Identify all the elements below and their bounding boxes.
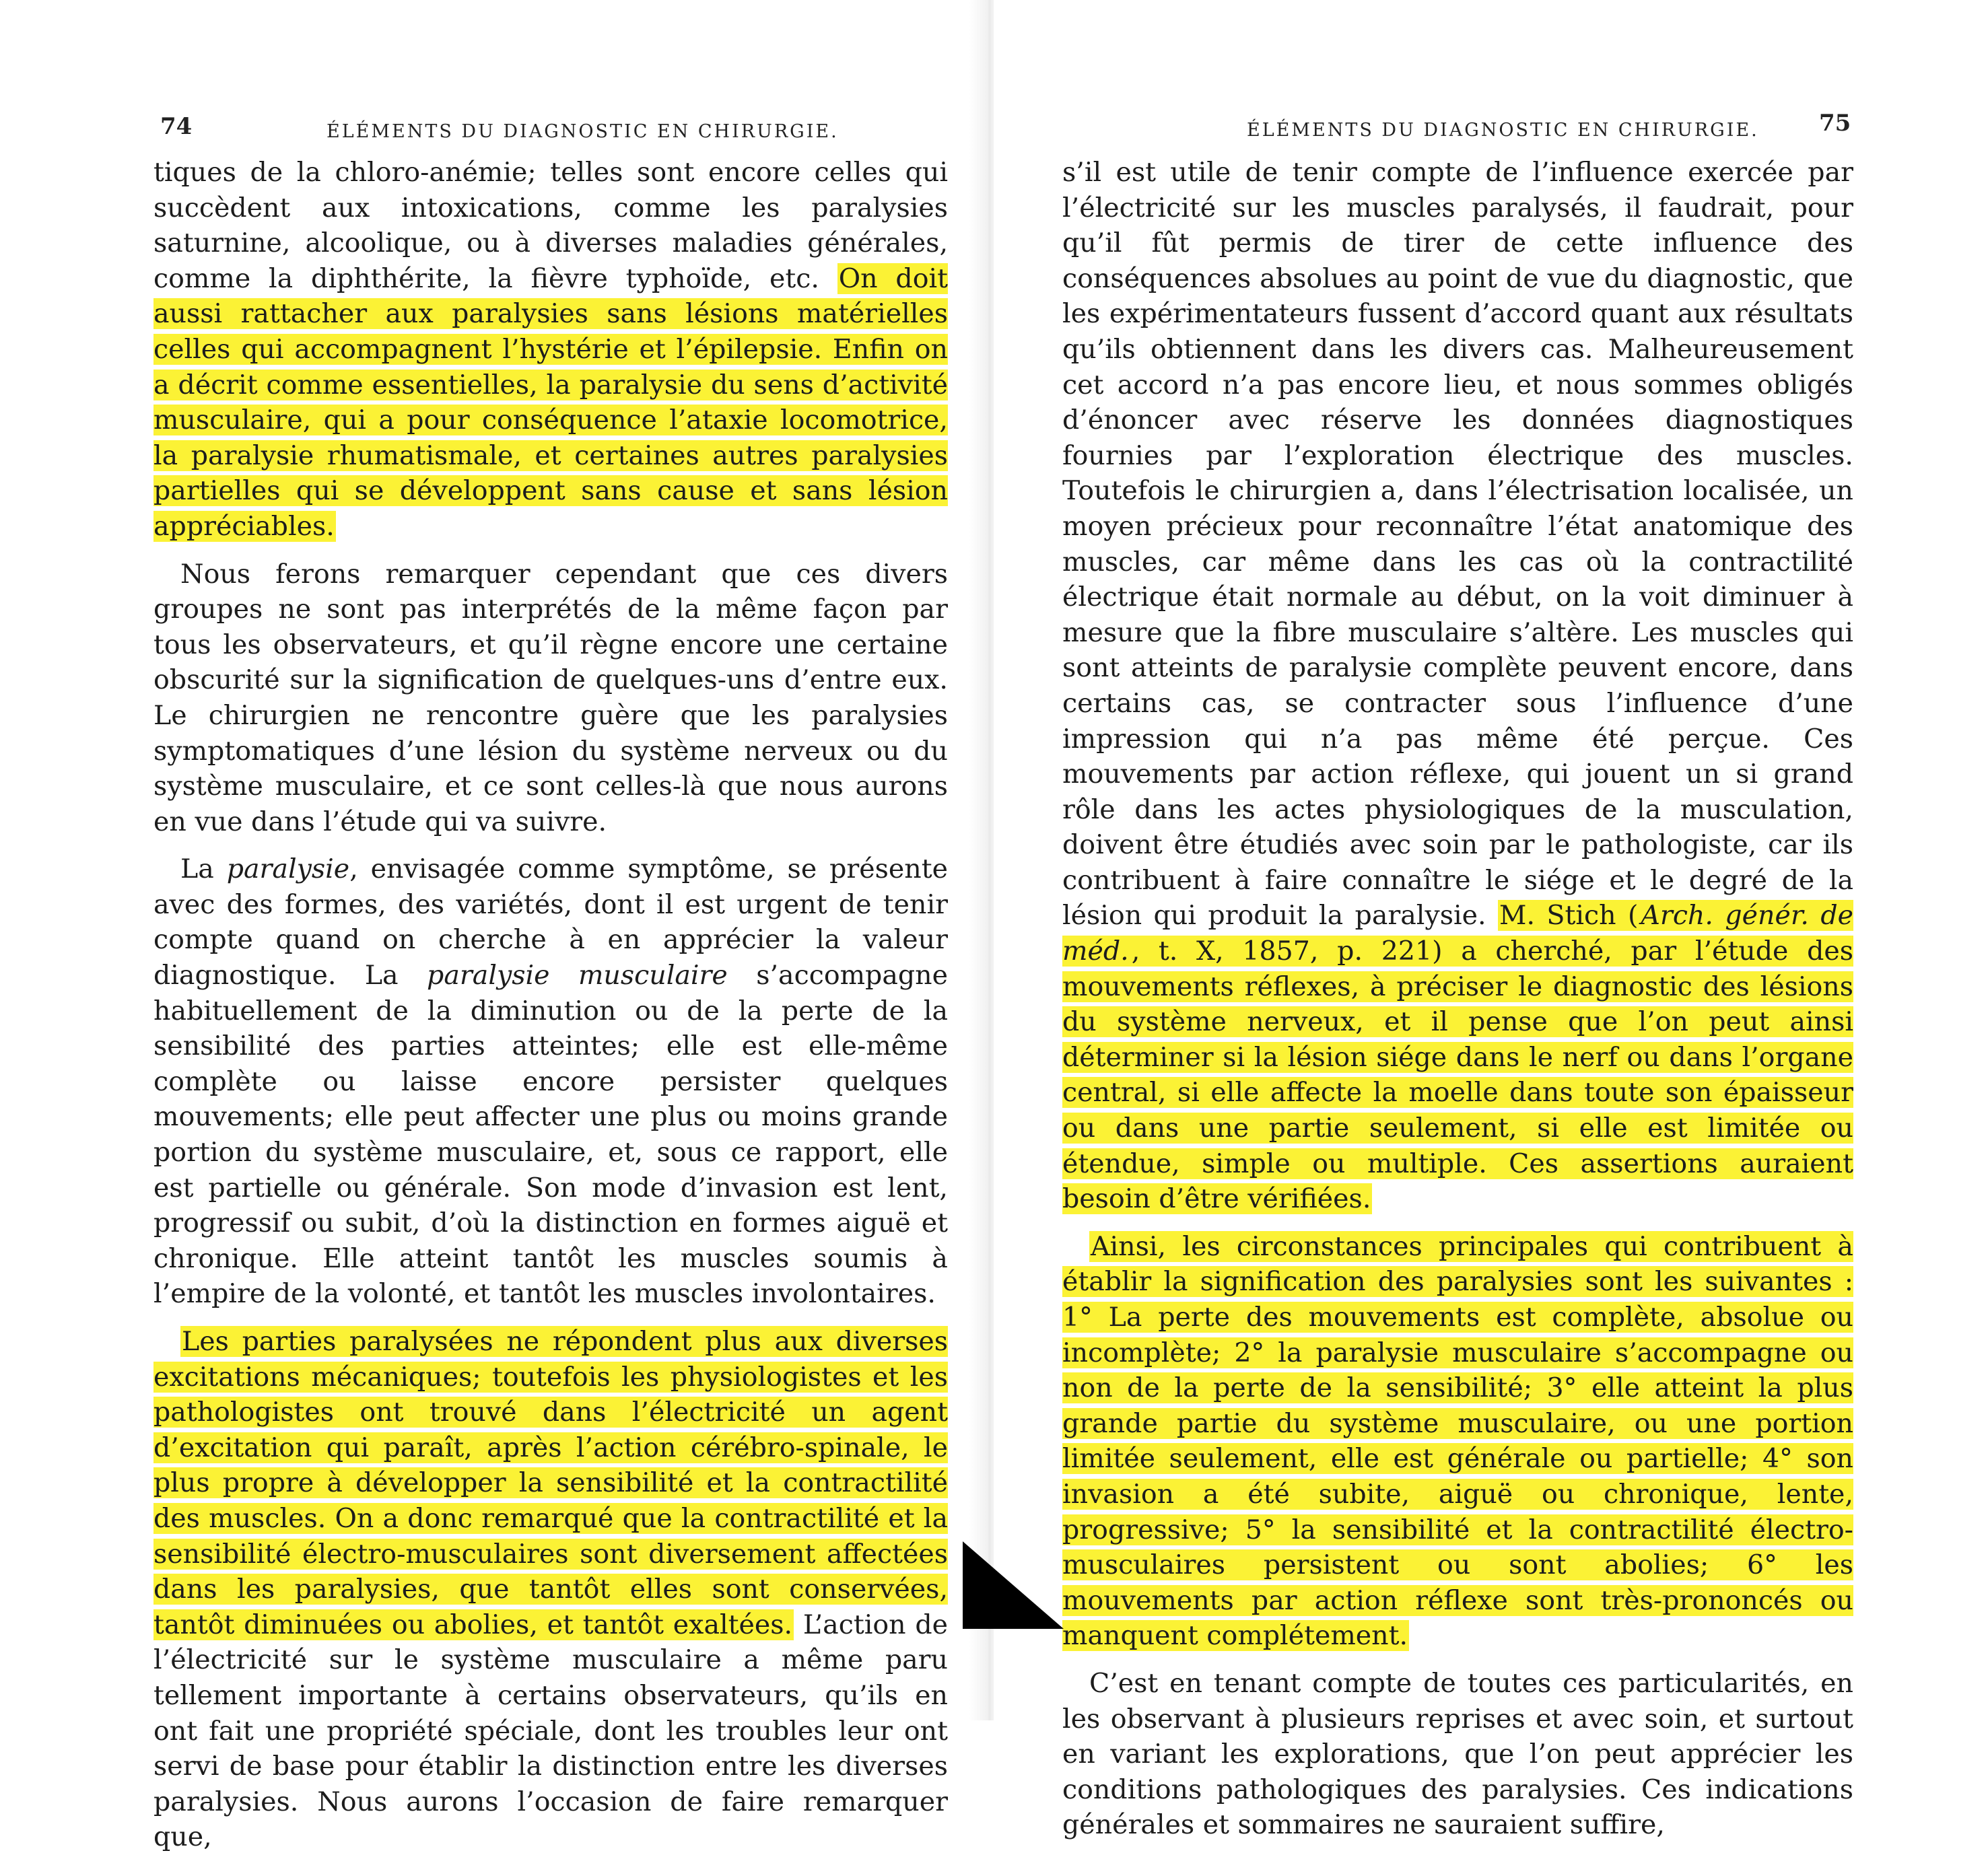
highlighted-passage: Arch. génér. de méd. xyxy=(1062,900,1854,967)
text-run: paralysie xyxy=(226,853,350,885)
right-running-head: ÉLÉMENTS DU DIAGNOSTIC EN CHIRURGIE. xyxy=(1247,120,1759,141)
left-paragraph xyxy=(153,155,948,545)
right-page-number: 75 xyxy=(1819,110,1851,137)
text-run: paralysie musculaire xyxy=(427,960,728,991)
scan-shadow xyxy=(963,1541,1064,1629)
text-run: Nous ferons remarquer cependant que ces divers groupes ne sont pas interprétés de la même façon par tous les observateurs, et qu’il règne encore une certaine obscurité sur la signification de quelques-uns d’entre eux. Le chirurgien ne rencontre guère que les paralysies symptomatiques d’une lésion du système nerveux ou du système musculaire, et ce sont celles-là que nous aurons en vue dans l’étude qui va suivre. xyxy=(153,558,948,837)
text-run: C’est en tenant compte de toutes ces particularités, en les observant à plusieurs reprises et avec soin, et surtout en variant les explorations, que l’on peut apprécier les conditions pathologiques des paralysies. Ces indications générales et sommaires ne sauraient suffire, xyxy=(1062,1667,1853,1841)
text-run: , envisagée comme symptôme, se présente avec des formes, des variétés, dont il est urgent de tenir compte quand on cherche à en apprécier la valeur diagnostique. La xyxy=(153,853,948,991)
highlighted-passage: M. Stich ( xyxy=(1499,900,1639,932)
left-page-number: 74 xyxy=(160,113,193,140)
right-paragraph xyxy=(1062,1666,1853,1843)
left-paragraph xyxy=(153,557,948,840)
text-run: s’accompagne habituellement de la diminution ou de la perte de la sensibilité des parties atteintes; elle est elle-même complète ou laisse encore persister quelques mouvements; elle peut affecter une plus ou moins grande portion du système musculaire, et, sous ce rapport, elle est partielle ou générale. Son mode d’invasion est lent, progressif ou subit, d’où la distinction en formes aiguë et chronique. Elle atteint tantôt les muscles soumis à l’empire de la volonté, et tantôt les muscles involontaires. xyxy=(153,960,948,1310)
left-text-column xyxy=(153,155,948,1855)
text-run: La xyxy=(180,853,227,885)
right-page xyxy=(994,0,1988,1841)
right-paragraph xyxy=(1062,1229,1853,1654)
highlighted-passage: Ainsi, les circonstances principales qui contribuent à établir la signification des paralysies sont les suivantes : 1° La perte des mouvements est complète, absolue ou incomplète; 2° la paralysie musculaire s’accompagne ou non de la perte de la sensibilité; 3° elle atteint la plus grande partie du système musculaire, ou une portion limitée seulement, elle est générale ou partielle; 4° son invasion a été subite, aiguë ou chronique, lente, progressive; 5° la sensibilité et la contractilité électro-musculaires persistent ou sont abolies; 6° les mouvements par action réflexe sont très-prononcés ou manquent complétement. xyxy=(1062,1230,1853,1652)
right-text-column xyxy=(1062,155,1853,1843)
right-paragraph xyxy=(1062,155,1853,1217)
highlighted-passage: Les parties paralysées ne répondent plus aux diverses excitations mécaniques; toutefois les physiologistes et les pathologistes ont trouvé dans l’électricité un agent d’excitation qui paraît, après l’action cérébro-spinale, le plus propre à développer la sensibilité et la contractilité des muscles. On a donc remarqué que la contractilité et la sensibilité électro-musculaires sont diversement affectées dans les paralysies, que tantôt elles sont conservées, tantôt diminuées ou abolies, et tantôt exaltées. xyxy=(153,1326,948,1640)
left-paragraph xyxy=(153,851,948,1312)
text-run: tiques de la chloro-anémie; telles sont encore celles qui succèdent aux intoxications, comme les paralysies saturnine, alcoolique, ou à diverses maladies générales, comme la diphthérite, la fièvre typhoïde, etc. xyxy=(153,157,948,294)
text-run: s’il est utile de tenir compte de l’influence exercée par l’électricité sur les muscles paralysés, il faudrait, pour qu’il fût permis de tirer de cette influence des conséquences absolues au point de vue du diagnostic, que les expérimentateurs fussent d’accord quant aux résultats qu’ils obtiennent dans les divers cas. Malheureusement cet accord n’a pas encore lieu, et nous sommes obligés d’énoncer avec réserve les données diagnostiques fournies par l’exploration électrique des muscles. Toutefois le chirurgien a, dans l’électrisation localisée, un moyen précieux pour reconnaître l’état anatomique des muscles, car même dans les cas où la contractilité électrique était normale au début, on la voit diminuer à mesure que la fibre musculaire s’altère. Les muscles qui sont atteints de paralysie complète peuvent encore, dans certains cas, se contracter sous l’influence d’une impression qui n’a pas même été perçue. Ces mouvements par action réflexe, qui jouent un si grand rôle dans les actes physiologiques de la musculation, doivent être étudiés avec soin par le pathologiste, car ils contribuent à faire connaître le siége et le degré de la lésion qui produit la paralysie. xyxy=(1062,157,1853,932)
highlighted-passage: , t. X, 1857, p. 221) a cherché, par l’étude des mouvements réflexes, à préciser le diagnostic des lésions du système nerveux, et il pense que l’on peut ainsi déterminer si la lésion siége dans le nerf ou dans l’organe central, si elle affecte la moelle dans toute son épaisseur ou dans une partie seulement, si elle est limitée ou étendue, simple ou multiple. Ces assertions auraient besoin d’être vérifiées. xyxy=(1062,936,1853,1215)
text-run: L’action de l’électricité sur le système musculaire a même paru tellement importante à certains observateurs, qu’ils en ont fait une propriété spéciale, dont les troubles leur ont servi de base pour établir la distinction entre les diverses paralysies. Nous aurons l’occasion de faire remarquer que, xyxy=(153,1609,948,1853)
left-running-head: ÉLÉMENTS DU DIAGNOSTIC EN CHIRURGIE. xyxy=(327,121,839,142)
left-page xyxy=(0,0,994,1853)
left-paragraph xyxy=(153,1324,948,1855)
highlighted-passage: On doit aussi rattacher aux paralysies sans lésions matérielles celles qui accompagnent l’hystérie et l’épilepsie. Enfin on a décrit comme essentielles, la paralysie du sens d’activité musculaire, qui a pour conséquence l’ataxie locomotrice, la paralysie rhumatismale, et certaines autres paralysies partielles qui se développent sans cause et sans lésion appréciables. xyxy=(153,262,949,542)
